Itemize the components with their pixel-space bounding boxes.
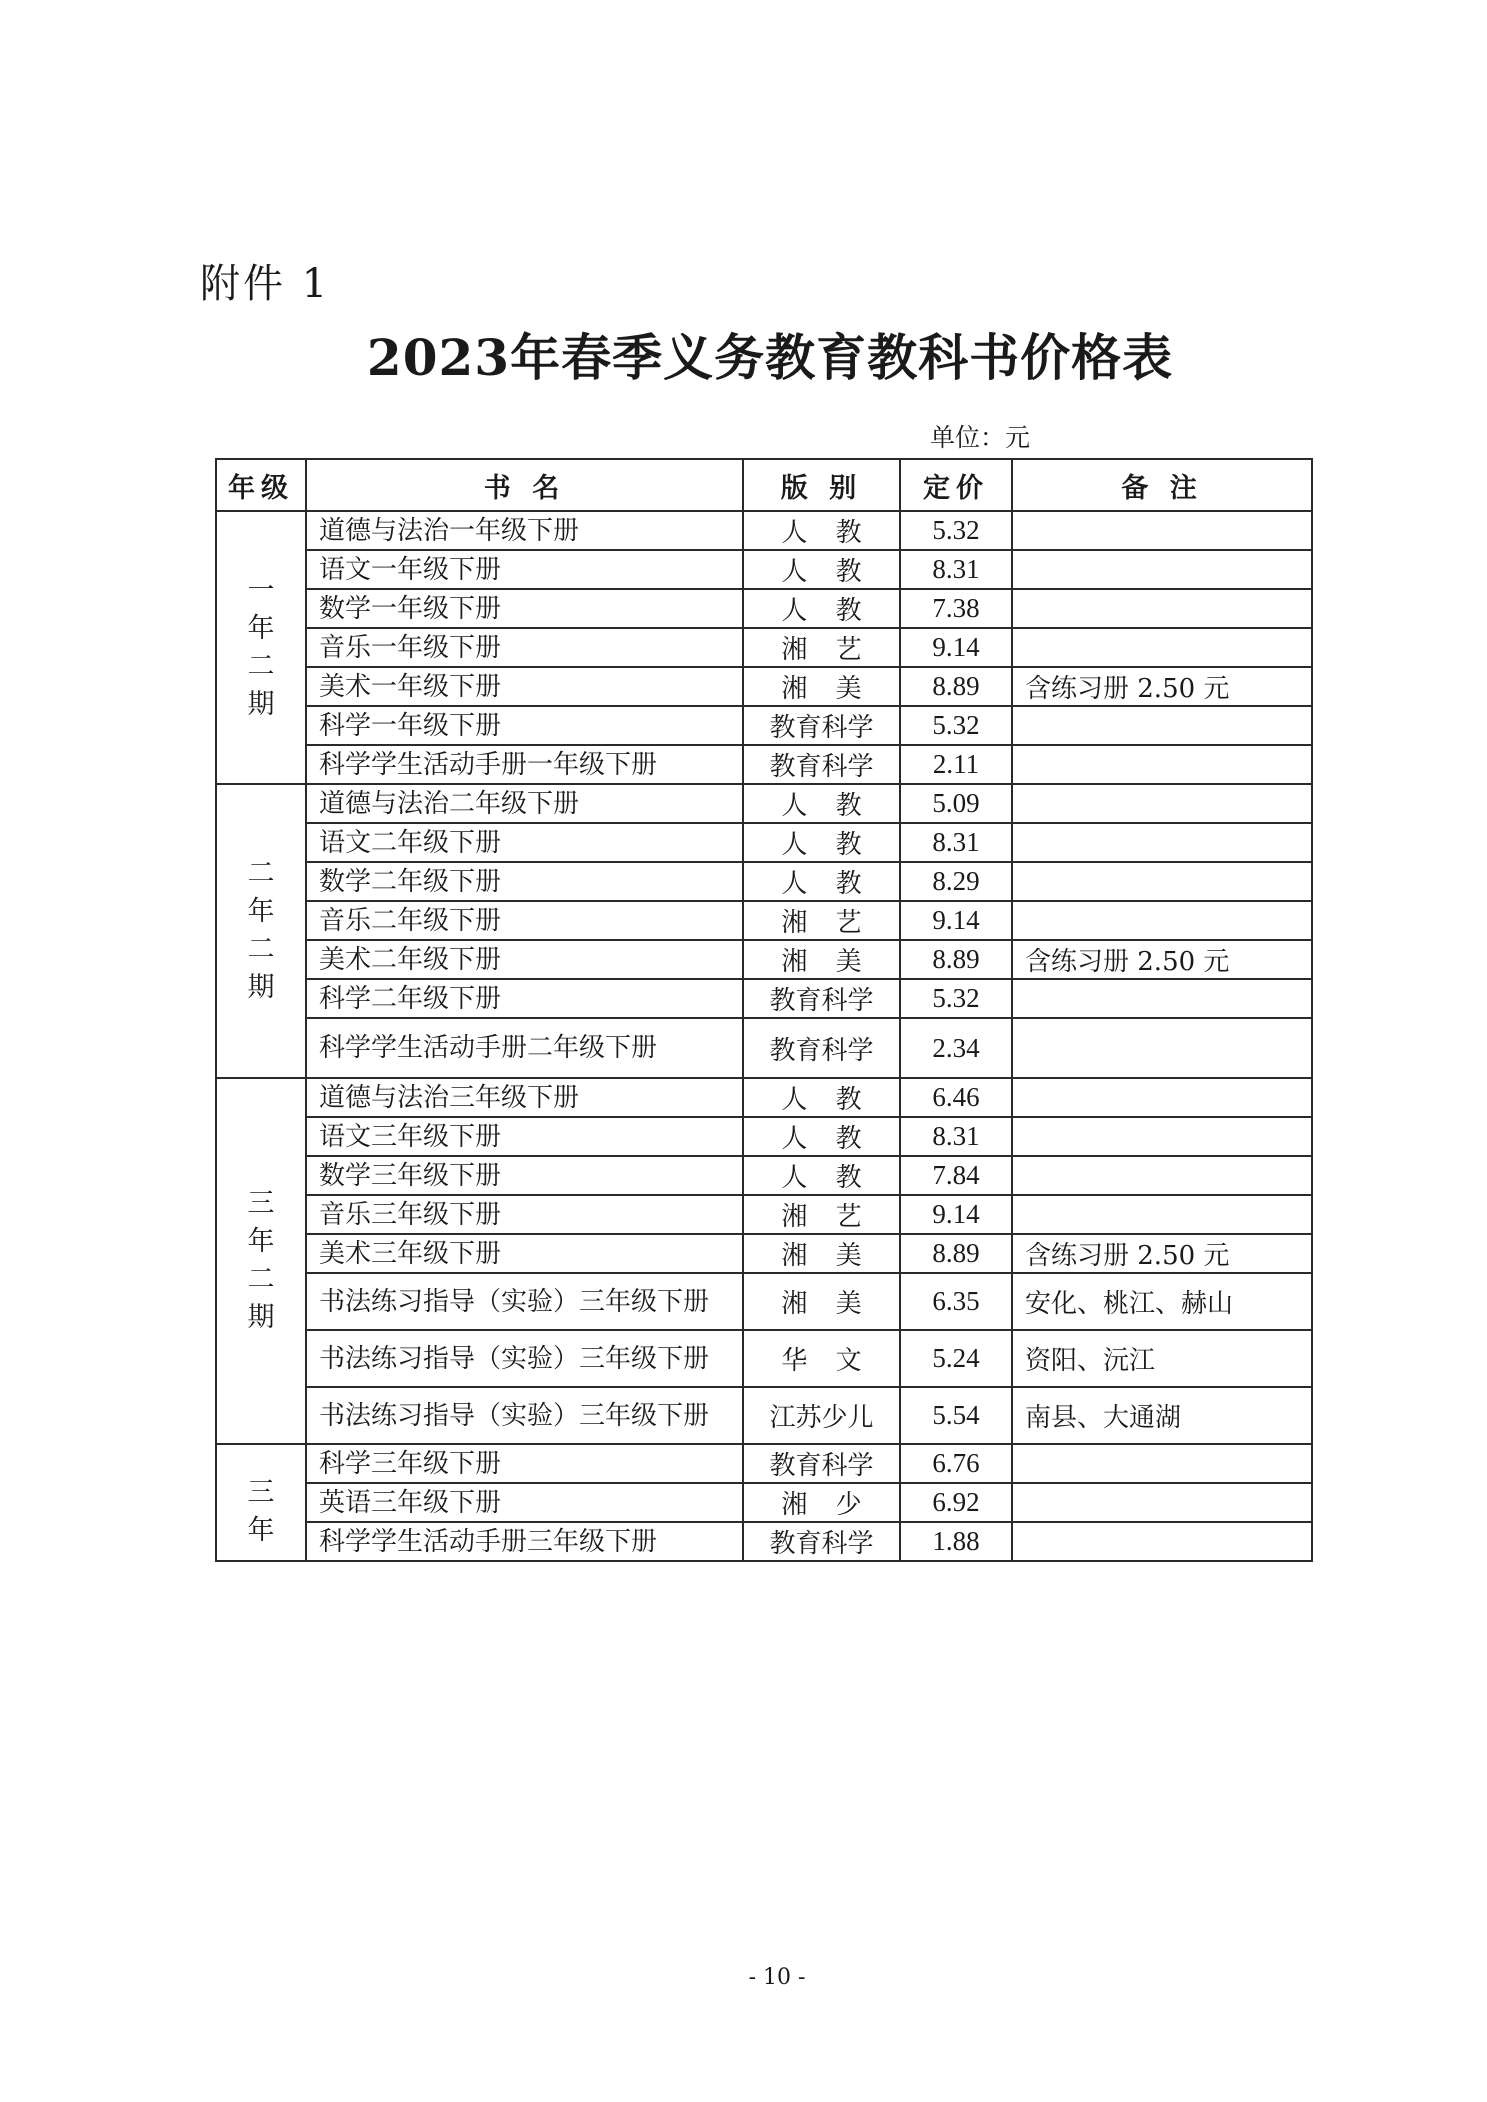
table-row (216, 1483, 1312, 1522)
edition-cell: 湘 艺 (743, 901, 900, 940)
note-cell (1012, 1078, 1312, 1117)
note-cell (1012, 550, 1312, 589)
price-cell: 2.34 (900, 1018, 1012, 1078)
edition-cell: 人 教 (743, 784, 900, 823)
grade-label: 二年二期 (247, 858, 275, 1003)
edition-cell: 教育科学 (743, 1522, 900, 1561)
book-name-cell: 书法练习指导（实验）三年级下册 (306, 1330, 743, 1387)
table-row (216, 979, 1312, 1018)
note-cell (1012, 1018, 1312, 1078)
note-cell (1012, 628, 1312, 667)
table-row (216, 1018, 1312, 1078)
price-cell: 5.32 (900, 706, 1012, 745)
unit-label: 单位：元 (930, 423, 1031, 452)
header-book-name: 书 名 (306, 459, 743, 511)
table-row (216, 1273, 1312, 1330)
table-row (216, 940, 1312, 979)
price-cell: 5.32 (900, 979, 1012, 1018)
price-cell: 8.29 (900, 862, 1012, 901)
grade-label: 三年 (247, 1477, 275, 1546)
edition-cell: 人 教 (743, 550, 900, 589)
table-row (216, 1195, 1312, 1234)
header-edition: 版 别 (743, 459, 900, 511)
book-name-cell: 美术二年级下册 (306, 940, 743, 979)
note-cell: 含练习册 2.50 元 (1012, 1234, 1312, 1273)
price-cell: 6.76 (900, 1444, 1012, 1483)
price-cell: 7.38 (900, 589, 1012, 628)
price-cell: 2.11 (900, 745, 1012, 784)
book-name-cell: 语文二年级下册 (306, 823, 743, 862)
book-name-cell: 数学二年级下册 (306, 862, 743, 901)
grade-label: 一年二期 (247, 574, 275, 720)
edition-cell: 华 文 (743, 1330, 900, 1387)
note-cell: 资阳、沅江 (1012, 1330, 1312, 1387)
header-note: 备 注 (1012, 459, 1312, 511)
book-name-cell: 科学学生活动手册三年级下册 (306, 1522, 743, 1561)
edition-cell: 湘 美 (743, 1273, 900, 1330)
note-cell: 安化、桃江、赫山 (1012, 1273, 1312, 1330)
note-cell (1012, 589, 1312, 628)
price-cell: 8.31 (900, 550, 1012, 589)
price-cell: 9.14 (900, 901, 1012, 940)
edition-cell: 教育科学 (743, 1444, 900, 1483)
edition-cell: 湘 美 (743, 1234, 900, 1273)
note-cell (1012, 1483, 1312, 1522)
attachment-label: 附件 1 (200, 261, 331, 307)
price-cell: 6.35 (900, 1273, 1012, 1330)
price-cell: 9.14 (900, 628, 1012, 667)
price-cell: 1.88 (900, 1522, 1012, 1561)
table-row (216, 1522, 1312, 1561)
header-price: 定价 (900, 459, 1012, 511)
price-cell: 6.92 (900, 1483, 1012, 1522)
edition-cell: 湘 艺 (743, 1195, 900, 1234)
book-name-cell: 道德与法治一年级下册 (306, 511, 743, 550)
page-number: - 10 - (748, 1965, 806, 1990)
price-cell: 8.31 (900, 1117, 1012, 1156)
book-name-cell: 科学三年级下册 (306, 1444, 743, 1483)
grade-cell (216, 1444, 306, 1561)
page-title: 2023年春季义务教育教科书价格表 (366, 328, 1174, 387)
table-row (216, 1234, 1312, 1273)
price-cell: 8.89 (900, 1234, 1012, 1273)
book-name-cell: 书法练习指导（实验）三年级下册 (306, 1387, 743, 1444)
edition-cell: 湘 少 (743, 1483, 900, 1522)
note-cell (1012, 784, 1312, 823)
note-cell (1012, 1195, 1312, 1234)
edition-cell: 教育科学 (743, 1018, 900, 1078)
table-row (216, 1117, 1312, 1156)
table-row (216, 1387, 1312, 1444)
note-cell (1012, 862, 1312, 901)
book-name-cell: 音乐三年级下册 (306, 1195, 743, 1234)
note-cell (1012, 745, 1312, 784)
table-row (216, 1444, 1312, 1483)
book-name-cell: 音乐一年级下册 (306, 628, 743, 667)
book-name-cell: 音乐二年级下册 (306, 901, 743, 940)
book-name-cell: 道德与法治三年级下册 (306, 1078, 743, 1117)
edition-cell: 教育科学 (743, 745, 900, 784)
table-row (216, 589, 1312, 628)
book-name-cell: 科学二年级下册 (306, 979, 743, 1018)
note-cell (1012, 1117, 1312, 1156)
table-row (216, 745, 1312, 784)
note-cell: 南县、大通湖 (1012, 1387, 1312, 1444)
table-header-row (216, 459, 1312, 511)
header-grade: 年级 (216, 459, 306, 511)
note-cell (1012, 901, 1312, 940)
edition-cell: 人 教 (743, 511, 900, 550)
grade-label: 三年二期 (247, 1188, 275, 1333)
book-name-cell: 英语三年级下册 (306, 1483, 743, 1522)
book-name-cell: 美术一年级下册 (306, 667, 743, 706)
book-name-cell: 书法练习指导（实验）三年级下册 (306, 1273, 743, 1330)
edition-cell: 湘 美 (743, 940, 900, 979)
edition-cell: 人 教 (743, 862, 900, 901)
note-cell (1012, 706, 1312, 745)
table-row (216, 1330, 1312, 1387)
table-body (216, 511, 1312, 1561)
price-cell: 7.84 (900, 1156, 1012, 1195)
book-name-cell: 数学一年级下册 (306, 589, 743, 628)
price-cell: 8.31 (900, 823, 1012, 862)
edition-cell: 人 教 (743, 1078, 900, 1117)
book-name-cell: 科学学生活动手册一年级下册 (306, 745, 743, 784)
price-cell: 9.14 (900, 1195, 1012, 1234)
book-name-cell: 道德与法治二年级下册 (306, 784, 743, 823)
book-name-cell: 语文三年级下册 (306, 1117, 743, 1156)
grade-cell (216, 784, 306, 1078)
price-table (215, 458, 1313, 1562)
table-row (216, 901, 1312, 940)
book-name-cell: 美术三年级下册 (306, 1234, 743, 1273)
note-cell (1012, 1522, 1312, 1561)
table-row (216, 823, 1312, 862)
edition-cell: 湘 艺 (743, 628, 900, 667)
note-cell (1012, 1444, 1312, 1483)
table-row (216, 1078, 1312, 1117)
table-row (216, 784, 1312, 823)
note-cell (1012, 823, 1312, 862)
table-row (216, 706, 1312, 745)
grade-cell (216, 511, 306, 784)
book-name-cell: 数学三年级下册 (306, 1156, 743, 1195)
price-cell: 8.89 (900, 667, 1012, 706)
table-row (216, 628, 1312, 667)
book-name-cell: 语文一年级下册 (306, 550, 743, 589)
edition-cell: 湘 美 (743, 667, 900, 706)
table-row (216, 667, 1312, 706)
price-cell: 5.24 (900, 1330, 1012, 1387)
book-name-cell: 科学一年级下册 (306, 706, 743, 745)
price-cell: 5.32 (900, 511, 1012, 550)
edition-cell: 教育科学 (743, 979, 900, 1018)
grade-cell (216, 1078, 306, 1444)
note-cell (1012, 511, 1312, 550)
edition-cell: 人 教 (743, 823, 900, 862)
note-cell: 含练习册 2.50 元 (1012, 940, 1312, 979)
price-cell: 5.54 (900, 1387, 1012, 1444)
book-name-cell: 科学学生活动手册二年级下册 (306, 1018, 743, 1078)
table-row (216, 1156, 1312, 1195)
table-row (216, 862, 1312, 901)
note-cell (1012, 1156, 1312, 1195)
note-cell (1012, 979, 1312, 1018)
price-cell: 5.09 (900, 784, 1012, 823)
edition-cell: 教育科学 (743, 706, 900, 745)
price-cell: 6.46 (900, 1078, 1012, 1117)
table-row (216, 550, 1312, 589)
edition-cell: 江苏少儿 (743, 1387, 900, 1444)
price-cell: 8.89 (900, 940, 1012, 979)
edition-cell: 人 教 (743, 589, 900, 628)
edition-cell: 人 教 (743, 1117, 900, 1156)
table-row (216, 511, 1312, 550)
note-cell: 含练习册 2.50 元 (1012, 667, 1312, 706)
edition-cell: 人 教 (743, 1156, 900, 1195)
